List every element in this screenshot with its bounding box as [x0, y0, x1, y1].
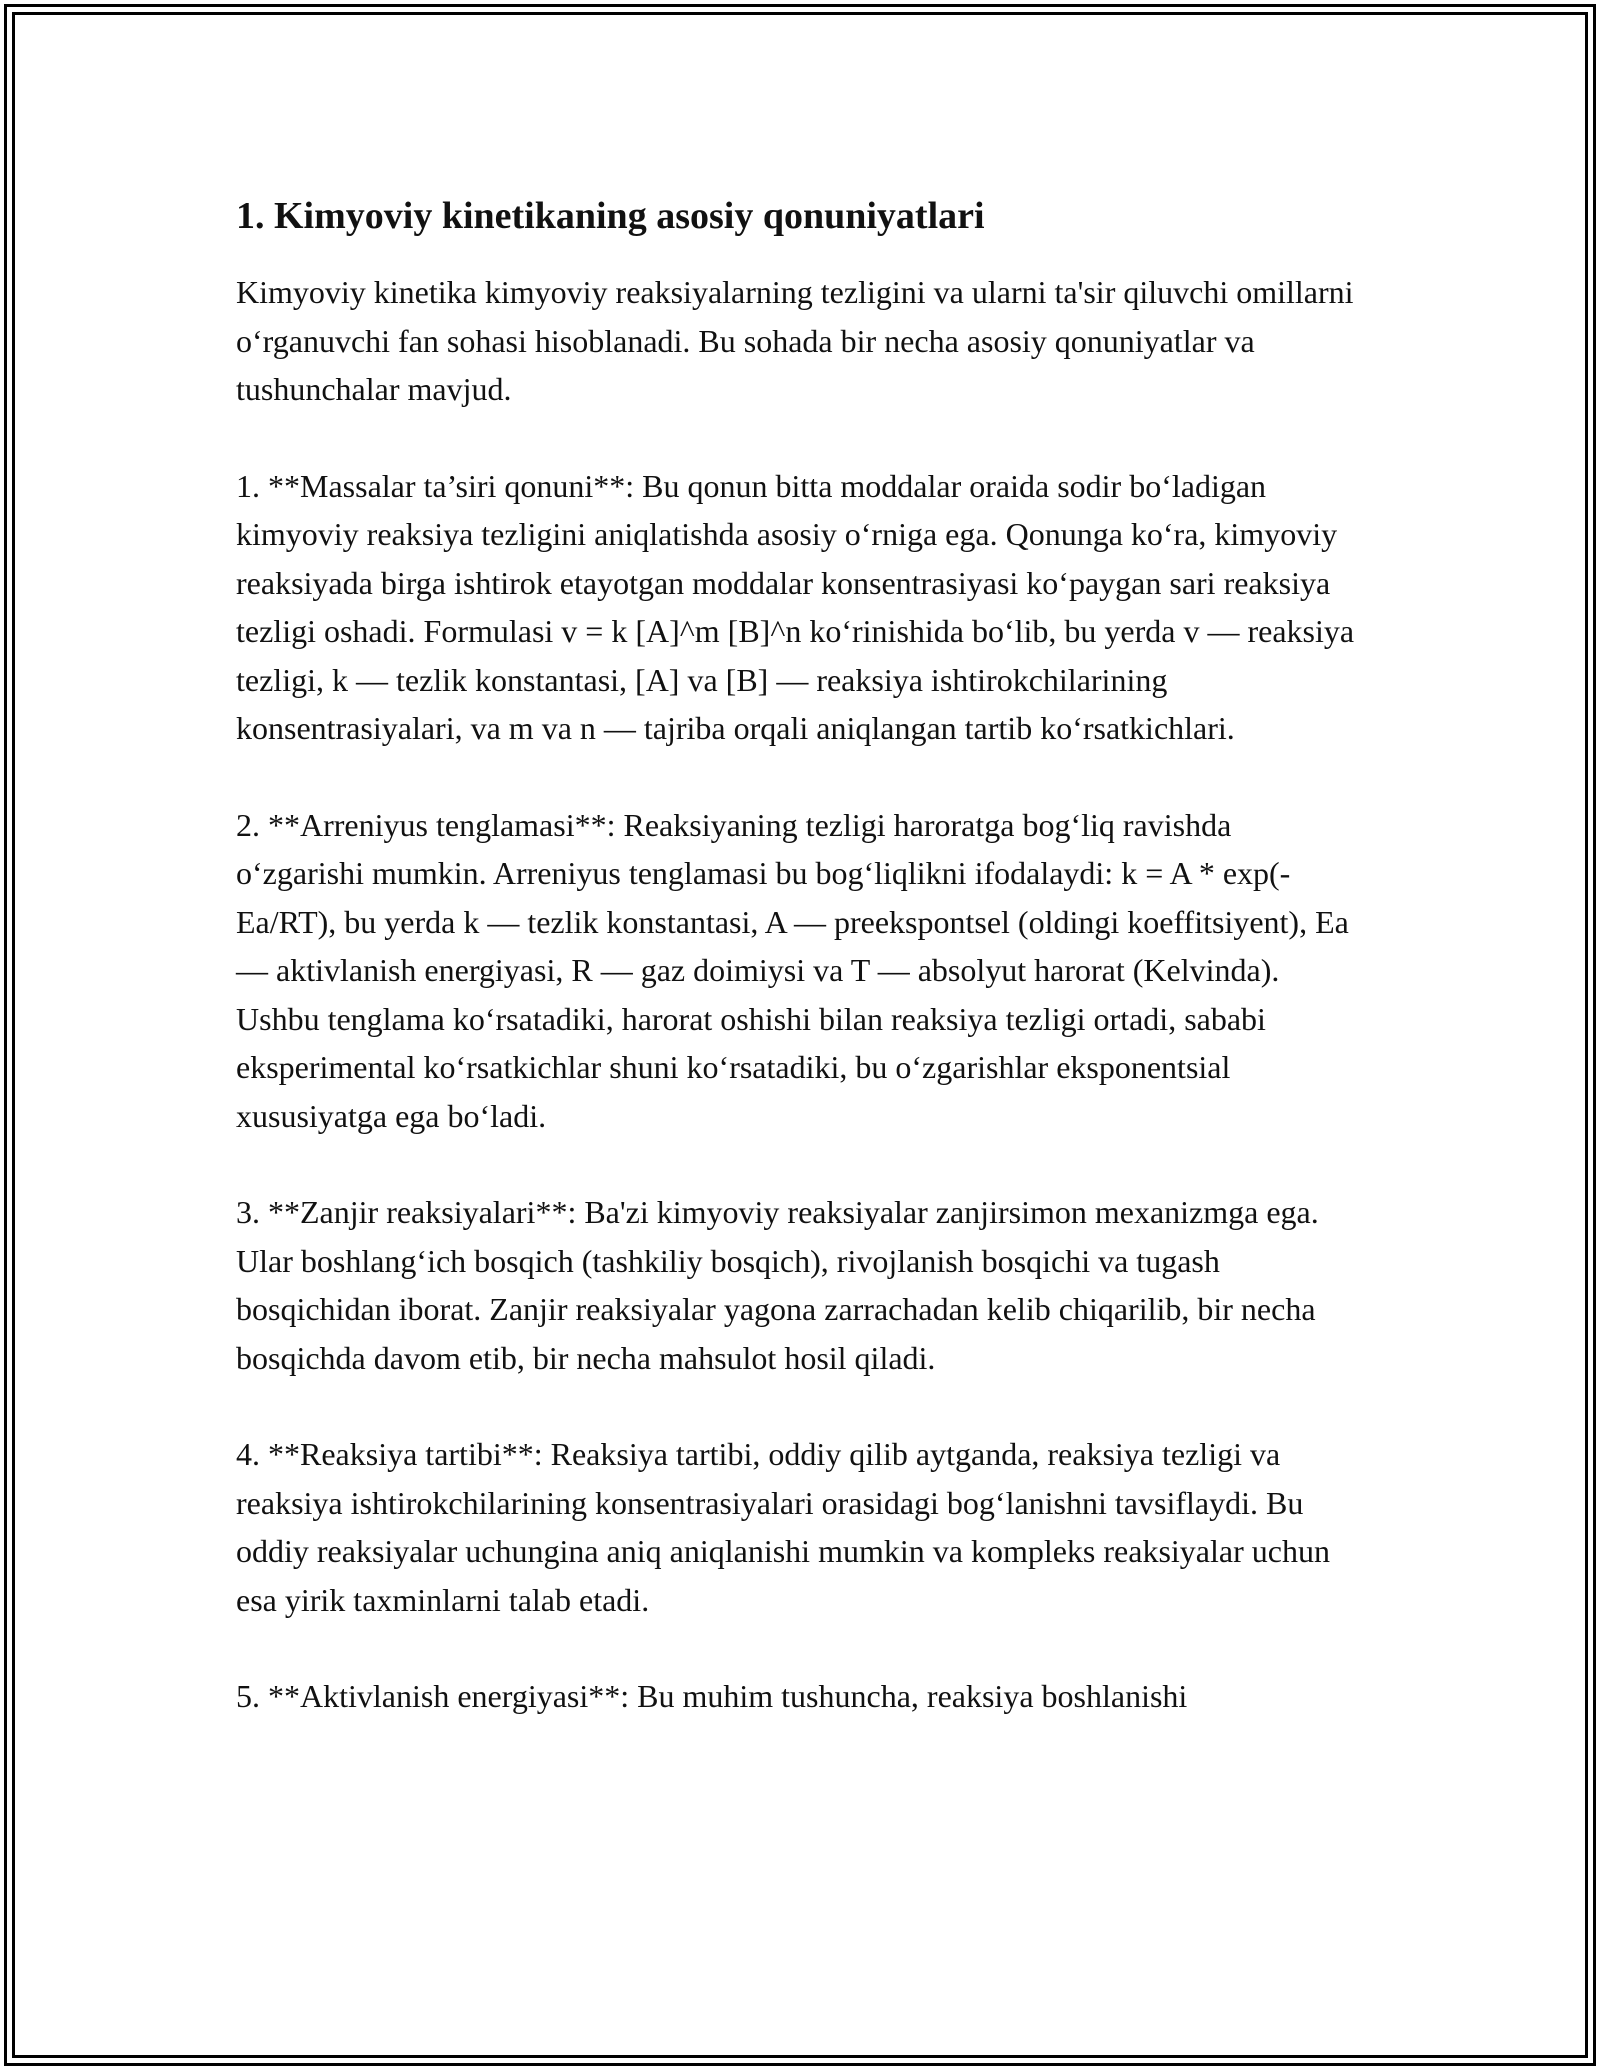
document-body: [236, 186, 1366, 1769]
paragraph-chain-reactions: 3. **Zanjir reaksiyalari**: Ba'zi kimyoviy reaksiyalar zanjirsimon mexanizmga ega. Ular boshlang‘ich bosqich (tashkiliy bosqich), rivojlanish bosqichi va tugash bosqichidan iborat. Zanjir reaksiyalar yagona zarrachadan kelib chiqarilib, bir necha bosqichda davom etib, bir necha mahsulot hosil qiladi.: [236, 1194, 1319, 1376]
document-title: 1. Kimyoviy kinetikaning asosiy qonuniyatlari: [236, 195, 985, 237]
paragraph-mass-action-law: 1. **Massalar ta’siri qonuni**: Bu qonun bitta moddalar oraida sodir bo‘ladigan kimyoviy reaksiya tezligini aniqlatishda asosiy o‘rniga ega. Qonunga ko‘ra, kimyoviy reaksiyada birga ishtirok etayotgan moddalar konsentrasiyasi ko‘paygan sari reaksiya tezligi oshadi. Formulasi v = k [A]^m [B]^n ko‘rinishida bo‘lib, bu yerda v — reaksiya tezligi, k — tezlik konstantasi, [A] va [B] — reaksiya ishtirokchilarining konsentrasiyalari, va m va n — tajriba orqali aniqlangan tartib ko‘rsatkichlari.: [236, 467, 1355, 746]
intro-paragraph: Kimyoviy kinetika kimyoviy reaksiyalarning tezligini va ularni ta'sir qiluvchi omillarni o‘rganuvchi fan sohasi hisoblanadi. Bu sohada bir necha asosiy qonuniyatlar va tushunchalar mavjud.: [236, 274, 1354, 407]
paragraph-activation-energy: 5. **Aktivlanish energiyasi**: Bu muhim tushuncha, reaksiya boshlanishi: [236, 1678, 1188, 1714]
paragraph-reaction-order: 4. **Reaksiya tartibi**: Reaksiya tartibi, oddiy qilib aytganda, reaksiya tezligi va reaksiya ishtirokchilarining konsentrasiyalari orasidagi bog‘lanishni tavsiflaydi. Bu oddiy reaksiyalar uchungina aniq aniqlanishi mumkin va kompleks reaksiyalar uchun esa yirik taxminlarni talab etadi.: [236, 1436, 1330, 1618]
paragraph-arrhenius-equation: 2. **Arreniyus tenglamasi**: Reaksiyaning tezligi haroratga bog‘liq ravishda o‘zgarishi mumkin. Arreniyus tenglamasi bu bog‘liqlikni ifodalaydi: k = A * exp(-Ea/RT), bu yerda k — tezlik konstantasi, A — preekspontsel (oldingi koeffitsiyent), Ea — aktivlanish energiyasi, R — gaz doimiysi va T — absolyut harorat (Kelvinda). Ushbu tenglama ko‘rsatadiki, harorat oshishi bilan reaksiya tezligi ortadi, sababi eksperimental ko‘rsatkichlar shuni ko‘rsatadiki, bu o‘zgarishlar eksponentsial xususiyatga ega bo‘ladi.: [236, 806, 1349, 1134]
